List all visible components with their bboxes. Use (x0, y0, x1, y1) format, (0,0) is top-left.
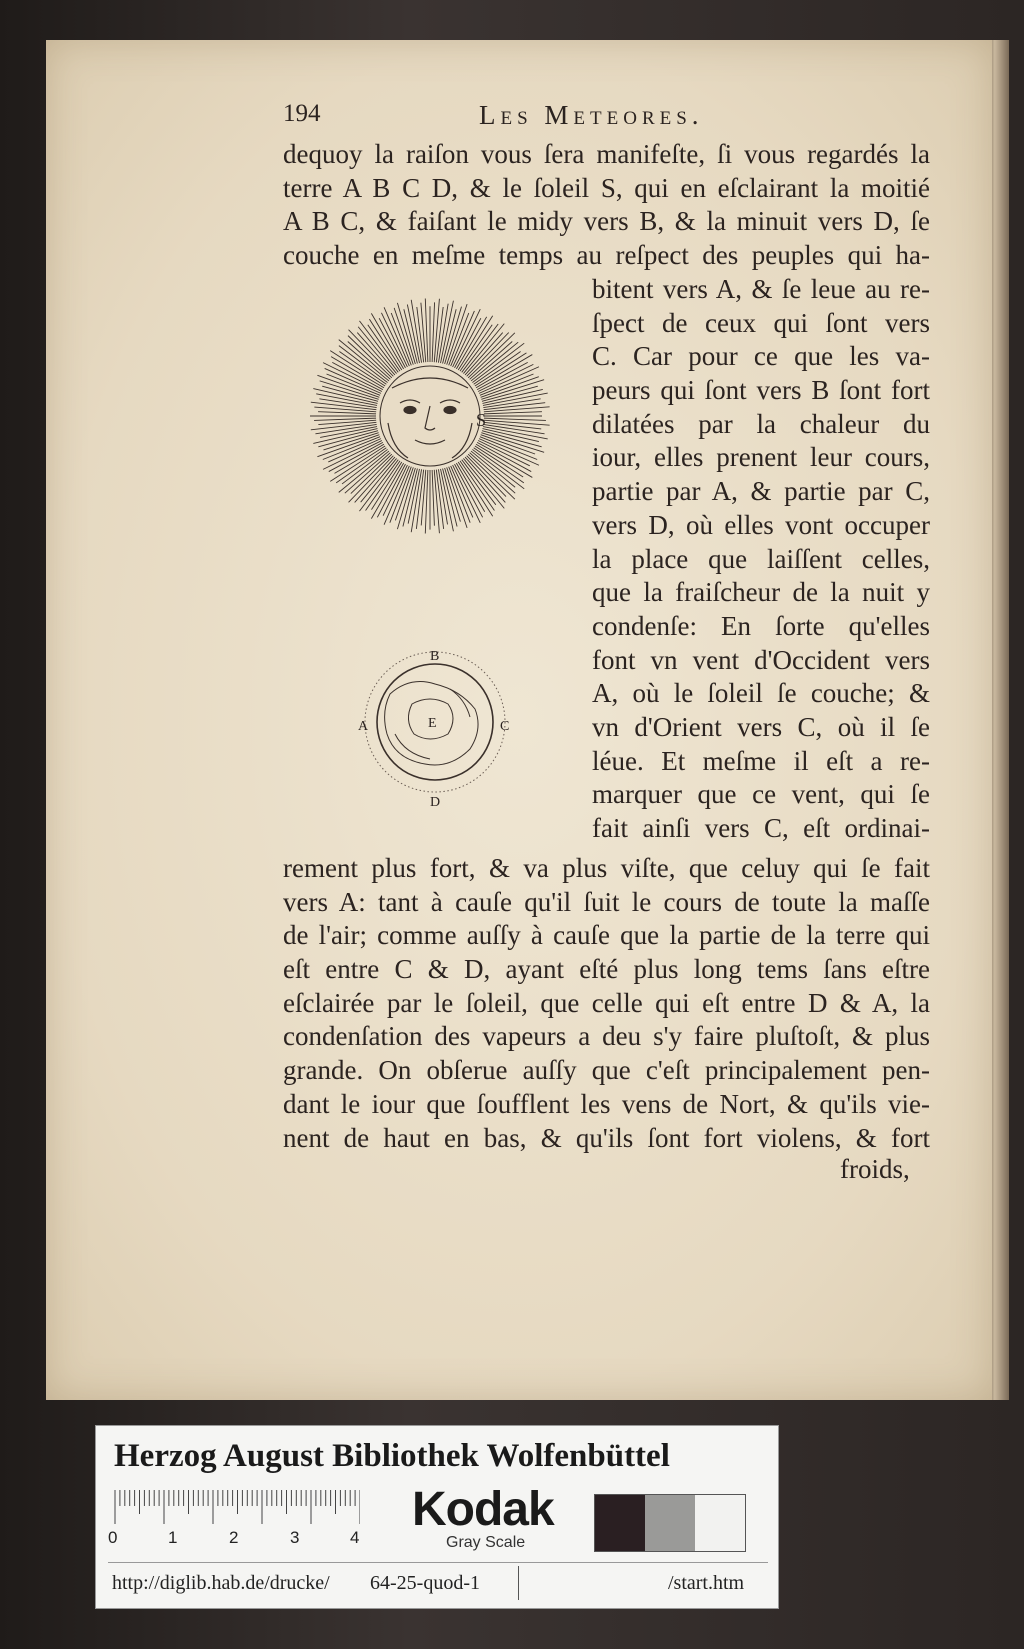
text-line: rement plus fort, & va plus viſte, que celuy qui ſe fait (283, 853, 930, 883)
text-line: eſt entre C & D, ayant eſté plus long tems ſans eſtre (283, 954, 930, 985)
text-line: dilatées par la chaleur du (592, 408, 930, 439)
text-line: dequoy la raiſon vous ſera manifeſte, ſi vous regardés la (283, 139, 930, 169)
text-line: vers D, où elles vont occuper (592, 509, 930, 540)
text-line: bitent vers A, & ſe leue au re- (592, 274, 930, 304)
page-number: 194 (283, 100, 321, 127)
earth-label-d: D (430, 795, 441, 810)
kodak-logo: Kodak (412, 1483, 554, 1536)
archive-label (95, 1425, 779, 1609)
text-block-bottom (283, 852, 930, 1155)
text-line: terre A B C D, & le ſoleil S, qui en eſclairant la moitié (283, 172, 930, 203)
text-block-top (283, 138, 930, 273)
url-id[interactable]: 64-25-quod-1 (370, 1572, 480, 1594)
ruler-number: 3 (290, 1528, 300, 1547)
running-title: Les Meteores. (479, 100, 704, 130)
running-head (283, 100, 923, 134)
earth-label-b: B (430, 649, 440, 664)
text-line: nent de haut en bas, & qu'ils ſont fort violens, & fort (283, 1122, 930, 1153)
text-line: peurs qui ſont vers B ſont fort (592, 375, 930, 406)
catchword: froids, (840, 1154, 910, 1184)
url-end[interactable]: /start.htm (668, 1572, 745, 1594)
gray-scale-label: Gray Scale (446, 1534, 526, 1551)
text-line: partie par A, & partie par C, (592, 476, 930, 507)
swatch-mid (645, 1495, 695, 1551)
sun-label: S (476, 410, 487, 430)
text-line: que la fraiſcheur de la nuit y (592, 577, 930, 608)
text-line: léue. Et meſme il eſt a re- (592, 745, 930, 776)
text-line: condenſation des vapeurs a deu s'y faire pluſtoſt, & plus (283, 1021, 930, 1052)
text-line: de l'air; comme auſſy à cauſe que la partie de la terre qui (283, 920, 930, 951)
gray-scale-swatches (594, 1494, 746, 1552)
text-block-right-column (592, 273, 930, 846)
url-row (108, 1566, 768, 1600)
text-line: A, où le ſoleil ſe couche; & (592, 678, 930, 709)
earth-label-e: E (428, 716, 437, 731)
text-line: eſclairée par le ſoleil, que celle qui eſt entre D & A, la (283, 987, 930, 1018)
url-base[interactable]: http://diglib.hab.de/drucke/ (112, 1572, 330, 1594)
earth-label-c: C (500, 719, 510, 734)
url-rule (108, 1562, 768, 1563)
url-divider (518, 1566, 519, 1600)
text-line: couche en meſme temps au reſpect des peuples qui ha- (283, 240, 930, 271)
text-line: la place que laiſſent celles, (592, 543, 930, 574)
text-line: A B C, & faiſant le midy vers B, & la minuit vers D, ſe (283, 206, 930, 237)
text-line: condenſe: En ſorte qu'elles (592, 610, 930, 641)
ruler-number: 2 (229, 1528, 239, 1547)
text-line: iour, elles prenent leur cours, (592, 442, 930, 473)
earth-label-a: A (358, 719, 369, 734)
earth-diagram (350, 634, 520, 814)
swatch-light (695, 1495, 745, 1551)
ruler-number: 0 (108, 1528, 118, 1547)
swatch-dark (595, 1495, 645, 1551)
text-line: font vn vent d'Occident vers (592, 644, 930, 675)
text-line: C. Car pour ce que les va- (592, 341, 930, 372)
ruler-number: 4 (350, 1528, 360, 1547)
text-line: vers A: tant à cauſe qu'il ſuit le cours de toute la maſſe (283, 886, 930, 917)
library-name: Herzog August Bibliothek Wolfenbüttel (114, 1438, 670, 1474)
text-line: grande. On obſerue auſſy que c'eſt principalement pen- (283, 1055, 930, 1086)
text-line: ſpect de ceux qui ſont vers (592, 307, 930, 338)
sun-illustration (300, 298, 560, 543)
ruler-number: 1 (168, 1528, 178, 1547)
text-line: marquer que ce vent, qui ſe (592, 779, 930, 810)
text-line: dant le iour que ſoufflent les vens de Nort, & qu'ils vie- (283, 1088, 930, 1119)
text-line: fait ainſi vers C, eſt ordinai- (592, 813, 930, 843)
text-line: vn d'Orient vers C, où il ſe (592, 711, 930, 742)
